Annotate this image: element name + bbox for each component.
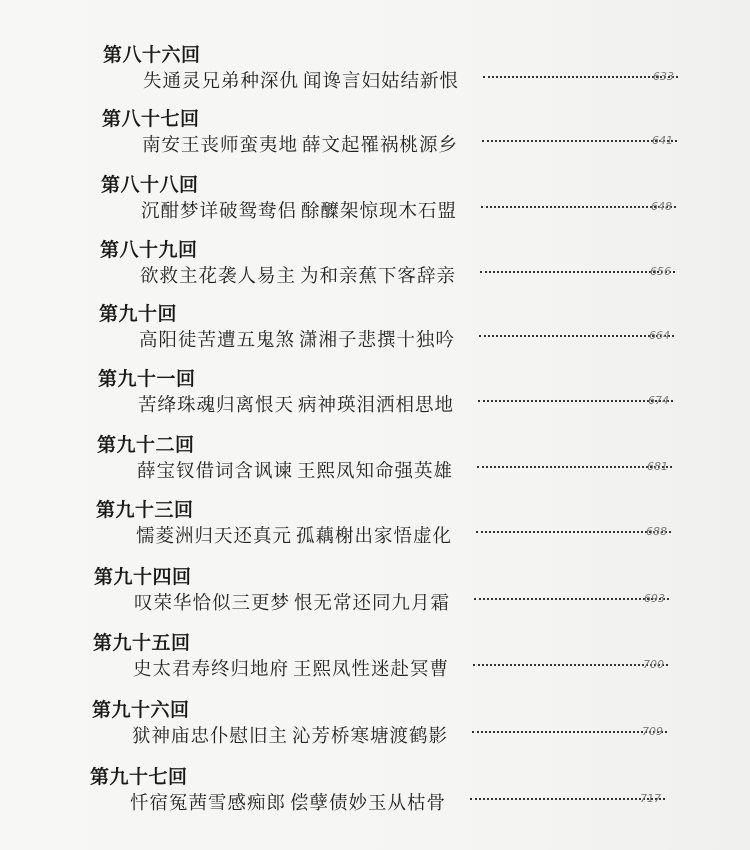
page-number: 633 (653, 70, 674, 83)
chapter-number: 第八十六回 (103, 44, 201, 66)
toc-entry (93, 628, 750, 690)
chapter-title-second: 偿孽债妙玉从枯骨 (290, 793, 447, 814)
chapter-title-second: 王熙凤知命强英雄 (297, 461, 454, 482)
chapter-title-first: 薛宝钗借词含讽谏 (137, 461, 294, 482)
toc-entry (100, 235, 750, 297)
chapter-title-first: 沉酣梦详破鸳鸯侣 (141, 201, 298, 222)
page-number: 700 (643, 658, 664, 671)
dot-leader (477, 466, 672, 468)
page-number: 709 (642, 725, 663, 738)
chapter-title-second: 为和亲蕉下客辞亲 (300, 266, 457, 287)
chapter-number: 第九十六回 (92, 699, 190, 721)
toc-entry (99, 299, 750, 361)
dot-leader (482, 140, 677, 142)
chapter-number: 第八十八回 (101, 174, 199, 196)
toc-entry (92, 695, 750, 757)
chapter-number: 第九十回 (99, 303, 178, 325)
chapter-title-second: 王熙凤性迷赴冥曹 (293, 659, 450, 680)
chapter-title-first: 欲救主花袭人易主 (140, 266, 297, 287)
toc-entry (90, 762, 750, 824)
dot-leader (472, 731, 667, 733)
chapter-number: 第九十一回 (98, 368, 196, 390)
chapter-title-first: 史太君寿终归地府 (133, 659, 290, 680)
page-number: 693 (644, 592, 665, 605)
dot-leader (476, 531, 671, 533)
toc-entry (94, 562, 750, 624)
chapter-number: 第八十九回 (100, 239, 198, 261)
dot-leader (481, 206, 676, 208)
dot-leader (473, 664, 668, 666)
page-number: 674 (648, 394, 669, 407)
chapter-title-second: 闻谗言妇姑结新恨 (303, 71, 460, 92)
chapter-number: 第九十四回 (94, 566, 192, 588)
chapter-number: 第八十七回 (102, 108, 200, 130)
toc-entry (97, 430, 750, 492)
chapter-number: 第九十五回 (93, 632, 191, 654)
page-number: 681 (647, 460, 668, 473)
toc-entry (98, 364, 750, 426)
page-number: 656 (650, 265, 671, 278)
chapter-title-first: 高阳徒苦遭五鬼煞 (139, 330, 296, 351)
toc-entry (96, 495, 750, 557)
toc-entry (101, 170, 750, 232)
chapter-number: 第九十二回 (97, 434, 195, 456)
toc-entry (103, 40, 750, 102)
chapter-title-first: 懦菱洲归天还真元 (136, 526, 293, 547)
chapter-title-first: 忏宿冤茜雪感痴郎 (130, 793, 287, 814)
page-number: 648 (651, 200, 672, 213)
chapter-title-first: 南安王丧师蛮夷地 (142, 135, 299, 156)
toc-entry (102, 104, 750, 166)
chapter-title-second: 薛文起罹祸桃源乡 (302, 135, 459, 156)
chapter-number: 第九十七回 (90, 766, 188, 788)
dot-leader (474, 598, 669, 600)
dot-leader (483, 76, 678, 78)
page-number: 664 (649, 329, 670, 342)
dot-leader (480, 271, 675, 273)
chapter-title-first: 狱神庙忠仆慰旧主 (132, 726, 289, 747)
chapter-title-second: 恨无常还同九月霜 (294, 593, 451, 614)
chapter-title-second: 沁芳桥寒塘渡鹤影 (292, 726, 449, 747)
page-number: 717 (640, 792, 661, 805)
chapter-title-first: 叹荣华恰似三更梦 (134, 593, 291, 614)
dot-leader (470, 798, 665, 800)
chapter-number: 第九十三回 (96, 499, 194, 521)
page-number: 688 (646, 525, 667, 538)
chapter-title-first: 苦绛珠魂归离恨天 (138, 395, 295, 416)
chapter-title-first: 失通灵兄弟种深仇 (143, 71, 300, 92)
chapter-title-second: 病神瑛泪洒相思地 (298, 395, 455, 416)
chapter-title-second: 潇湘子悲撰十独吟 (299, 330, 456, 351)
chapter-title-second: 孤藕榭出家悟虚化 (296, 526, 453, 547)
dot-leader (478, 400, 673, 402)
dot-leader (479, 335, 674, 337)
chapter-title-second: 酴醾架惊现木石盟 (301, 201, 458, 222)
page-number: 641 (652, 134, 673, 147)
